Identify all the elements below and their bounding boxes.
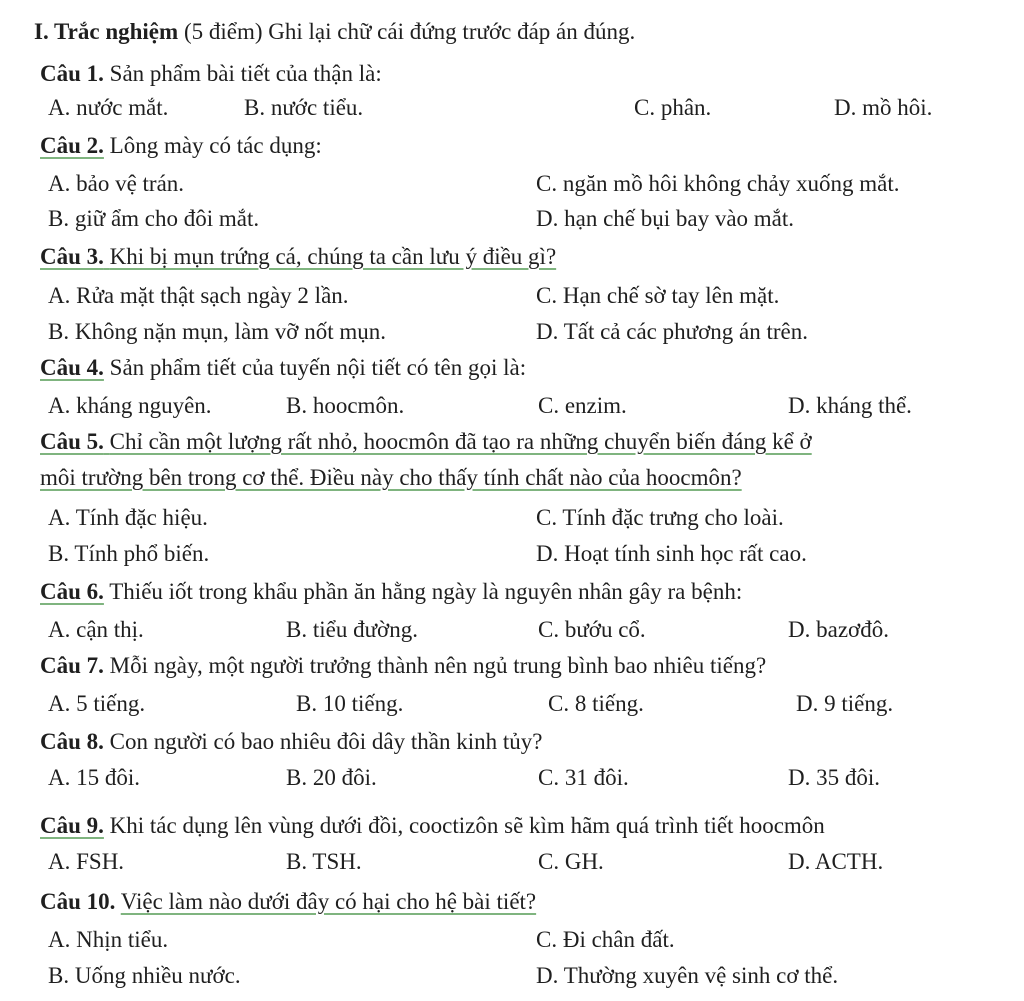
question-label: Câu 6. (40, 579, 104, 604)
option: A. nước mắt. (48, 95, 169, 120)
question-text: Thiếu iốt trong khẩu phần ăn hằng ngày là nguyên nhân gây ra bệnh: (109, 579, 743, 604)
option: A. FSH. (48, 849, 125, 874)
question-10 (40, 890, 536, 913)
question-5 (40, 430, 812, 453)
option: A. 5 tiếng. (48, 691, 146, 716)
option: B. tiểu đường. (286, 617, 418, 642)
option: D. Hoạt tính sinh học rất cao. (536, 541, 807, 566)
option: D. bazơđô. (788, 617, 889, 642)
question-text: Việc làm nào dưới đây có hại cho hệ bài tiết? (120, 889, 537, 914)
option: B. hoocmôn. (286, 393, 405, 418)
question-4 (40, 356, 526, 379)
question-text: Mỗi ngày, một người trưởng thành nên ngủ trung bình bao nhiêu tiếng? (109, 653, 767, 678)
option: C. Tính đặc trưng cho loài. (536, 505, 784, 530)
option: C. GH. (538, 849, 604, 874)
question-label: Câu 8. (40, 729, 104, 754)
option: D. mồ hôi. (834, 95, 933, 120)
option: A. Rửa mặt thật sạch ngày 2 lần. (48, 283, 349, 308)
question-label: Câu 9. (40, 813, 104, 838)
question-8 (40, 730, 542, 753)
option: C. 8 tiếng. (548, 691, 644, 716)
option: B. 20 đôi. (286, 765, 377, 790)
option: C. bướu cổ. (538, 617, 646, 642)
question-9 (40, 814, 825, 837)
question-3 (40, 245, 556, 268)
option: D. kháng thể. (788, 393, 912, 418)
option: A. bảo vệ trán. (48, 171, 185, 196)
option: B. giữ ẩm cho đôi mắt. (48, 206, 260, 231)
option: D. 9 tiếng. (796, 691, 894, 716)
option: A. kháng nguyên. (48, 393, 212, 418)
question-text: Khi tác dụng lên vùng dưới đồi, cooctizôn sẽ kìm hãm quá trình tiết hoocmôn (109, 813, 825, 838)
question-5-continuation: môi trường bên trong cơ thể. Điều này cho thấy tính chất nào của hoocmôn? (40, 465, 742, 490)
section-heading (34, 20, 635, 43)
option: B. nước tiểu. (244, 95, 364, 120)
question-label: Câu 7. (40, 653, 104, 678)
question-text: Lông mày có tác dụng: (109, 133, 322, 158)
option: C. Hạn chế sờ tay lên mặt. (536, 283, 780, 308)
question-7 (40, 654, 766, 677)
question-6 (40, 580, 742, 603)
option: D. ACTH. (788, 849, 884, 874)
option: A. cận thị. (48, 617, 144, 642)
option: C. enzim. (538, 393, 627, 418)
question-2 (40, 134, 322, 157)
option: B. Không nặn mụn, làm vỡ nốt mụn. (48, 319, 386, 344)
question-text: Khi bị mụn trứng cá, chúng ta cần lưu ý điều gì? (109, 244, 557, 269)
option: C. 31 đôi. (538, 765, 629, 790)
question-label: Câu 4. (40, 355, 104, 380)
question-text: Con người có bao nhiêu đôi dây thần kinh tủy? (109, 729, 543, 754)
option: D. Tất cả các phương án trên. (536, 319, 808, 344)
option: A. 15 đôi. (48, 765, 140, 790)
question-text: Sản phẩm bài tiết của thận là: (109, 61, 382, 86)
question-label: Câu 1. (40, 61, 104, 86)
option: C. Đi chân đất. (536, 927, 675, 952)
question-text: Sản phẩm tiết của tuyến nội tiết có tên gọi là: (109, 355, 527, 380)
question-label: Câu 3. (40, 244, 104, 269)
option: C. phân. (634, 95, 712, 120)
section-instruction: (5 điểm) Ghi lại chữ cái đứng trước đáp án đúng. (183, 19, 636, 44)
option: D. 35 đôi. (788, 765, 880, 790)
option: B. 10 tiếng. (296, 691, 404, 716)
question-label: Câu 5. (40, 429, 104, 454)
option: D. Thường xuyên vệ sinh cơ thể. (536, 963, 839, 988)
option: D. hạn chế bụi bay vào mắt. (536, 206, 795, 231)
question-label: Câu 10. (40, 889, 116, 914)
option: A. Nhịn tiểu. (48, 927, 169, 952)
question-label: Câu 2. (40, 133, 104, 158)
option: B. TSH. (286, 849, 362, 874)
option: A. Tính đặc hiệu. (48, 505, 208, 530)
section-label: I. Trắc nghiệm (34, 19, 179, 44)
question-1 (40, 62, 382, 85)
option: B. Tính phổ biến. (48, 541, 210, 566)
option: C. ngăn mồ hôi không chảy xuống mắt. (536, 171, 900, 196)
option: B. Uống nhiều nước. (48, 963, 241, 988)
question-text: Chỉ cần một lượng rất nhỏ, hoocmôn đã tạo ra những chuyển biến đáng kể ở (109, 429, 812, 454)
